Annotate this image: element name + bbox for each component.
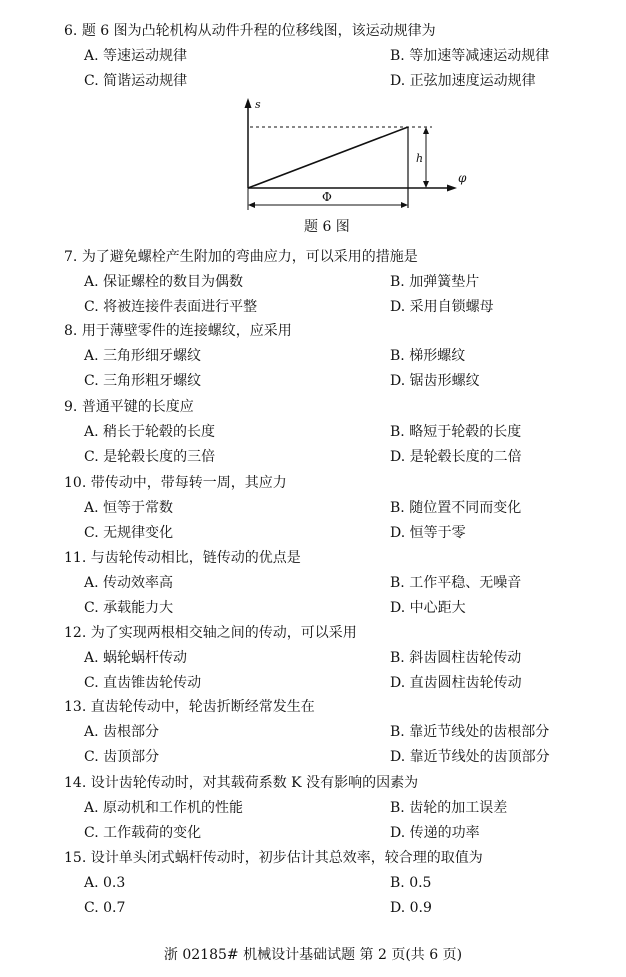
question-13-option-d: D. 靠近节线处的齿顶部分 — [390, 749, 550, 765]
question-8-option-a: A. 三角形细牙螺纹 — [84, 348, 202, 364]
question-7-number: 7. — [64, 249, 78, 265]
question-12-number: 12. — [64, 625, 87, 641]
question-8-option-d: D. 锯齿形螺纹 — [390, 373, 480, 389]
phi-dim-arrow-left — [248, 202, 255, 208]
phi-dim-arrow-right — [401, 202, 408, 208]
h-arrow-bottom — [423, 181, 429, 188]
question-9-option-a: A. 稍长于轮毂的长度 — [84, 424, 216, 440]
question-7-text: 为了避免螺栓产生附加的弯曲应力，可以采用的措施是 — [81, 249, 418, 265]
question-13-option-a: A. 齿根部分 — [84, 724, 160, 740]
question-11-stem — [64, 549, 301, 567]
question-13-stem — [64, 698, 315, 716]
question-10-number: 10. — [64, 475, 87, 491]
question-14-option-a: A. 原动机和工作机的性能 — [84, 800, 244, 816]
question-14-number: 14. — [64, 775, 87, 791]
s-label: s — [255, 98, 261, 111]
page-footer: 浙 02185# 机械设计基础试题 第 2 页(共 6 页) — [163, 947, 463, 963]
question-14-option-c: C. 工作载荷的变化 — [84, 825, 202, 841]
question-12-text: 为了实现两根相交轴之间的传动，可以采用 — [90, 625, 357, 641]
question-14-text: 设计齿轮传动时，对其载荷系数 K 没有影响的因素为 — [90, 775, 419, 791]
Phi-label: Φ — [322, 190, 332, 204]
question-8-text: 用于薄壁零件的连接螺纹，应采用 — [81, 323, 292, 339]
question-15-stem — [64, 849, 483, 867]
question-6-option-b: B. 等加速等减速运动规律 — [390, 48, 550, 64]
question-9-text: 普通平键的长度应 — [81, 399, 194, 415]
question-6-number: 6. — [64, 23, 78, 39]
question-10-option-b: B. 随位置不同而变化 — [390, 500, 522, 516]
question-11-text: 与齿轮传动相比，链传动的优点是 — [90, 550, 301, 566]
question-15-number: 15. — [64, 850, 87, 866]
question-7-option-a: A. 保证螺栓的数目为偶数 — [84, 274, 244, 290]
figure-6-displacement-diagram — [236, 96, 476, 216]
question-13-option-b: B. 靠近节线处的齿根部分 — [390, 724, 550, 740]
question-13-text: 直齿轮传动中，轮齿折断经常发生在 — [90, 699, 315, 715]
question-11-option-c: C. 承载能力大 — [84, 600, 174, 616]
question-11-number: 11. — [64, 550, 87, 566]
question-8-number: 8. — [64, 323, 78, 339]
question-10-option-d: D. 恒等于零 — [390, 525, 466, 541]
question-10-option-a: A. 恒等于常数 — [84, 500, 174, 516]
question-15-text: 设计单头闭式蜗杆传动时，初步估计其总效率，较合理的取值为 — [90, 850, 483, 866]
h-arrow-top — [423, 127, 429, 134]
question-6-option-d: D. 正弦加速度运动规律 — [390, 73, 536, 89]
question-12-stem — [64, 624, 357, 642]
phi-axis-label: φ — [458, 171, 467, 185]
question-11-option-b: B. 工作平稳、无噪音 — [390, 575, 522, 591]
question-14-option-d: D. 传递的功率 — [390, 825, 480, 841]
s-axis-arrow — [245, 98, 252, 108]
question-8-option-c: C. 三角形粗牙螺纹 — [84, 373, 202, 389]
question-11-option-d: D. 中心距大 — [390, 600, 466, 616]
question-12-option-b: B. 斜齿圆柱齿轮传动 — [390, 650, 522, 666]
question-14-stem — [64, 774, 418, 792]
question-9-stem — [64, 398, 194, 416]
question-7-option-d: D. 采用自锁螺母 — [390, 299, 494, 315]
h-label: h — [416, 152, 424, 165]
displacement-line — [248, 127, 408, 188]
question-12-option-a: A. 蜗轮蜗杆传动 — [84, 650, 188, 666]
question-6-option-a: A. 等速运动规律 — [84, 48, 188, 64]
question-14-option-b: B. 齿轮的加工误差 — [390, 800, 508, 816]
figure-6-caption: 题 6 图 — [304, 219, 350, 235]
question-9-option-c: C. 是轮毂长度的三倍 — [84, 449, 216, 465]
question-9-number: 9. — [64, 399, 78, 415]
question-9-option-b: B. 略短于轮毂的长度 — [390, 424, 522, 440]
question-10-option-c: C. 无规律变化 — [84, 525, 174, 541]
question-8-stem — [64, 322, 292, 340]
question-6-stem — [64, 22, 436, 40]
question-7-option-b: B. 加弹簧垫片 — [390, 274, 480, 290]
question-8-option-b: B. 梯形螺纹 — [390, 348, 466, 364]
question-10-stem — [64, 474, 287, 492]
question-12-option-d: D. 直齿圆柱齿轮传动 — [390, 675, 522, 691]
phi-axis-arrow — [447, 185, 457, 192]
question-15-option-b: B. 0.5 — [390, 875, 432, 891]
question-13-number: 13. — [64, 699, 87, 715]
question-7-stem — [64, 248, 418, 266]
question-15-option-a: A. 0.3 — [84, 875, 126, 891]
question-7-option-c: C. 将被连接件表面进行平整 — [84, 299, 258, 315]
question-11-option-a: A. 传动效率高 — [84, 575, 174, 591]
question-12-option-c: C. 直齿锥齿轮传动 — [84, 675, 202, 691]
question-13-option-c: C. 齿顶部分 — [84, 749, 160, 765]
question-15-option-d: D. 0.9 — [390, 900, 432, 916]
question-9-option-d: D. 是轮毂长度的二倍 — [390, 449, 522, 465]
question-15-option-c: C. 0.7 — [84, 900, 126, 916]
question-10-text: 带传动中，带每转一周，其应力 — [90, 475, 287, 491]
question-6-text: 题 6 图为凸轮机构从动件升程的位移线图，该运动规律为 — [81, 23, 436, 39]
question-6-option-c: C. 简谐运动规律 — [84, 73, 188, 89]
